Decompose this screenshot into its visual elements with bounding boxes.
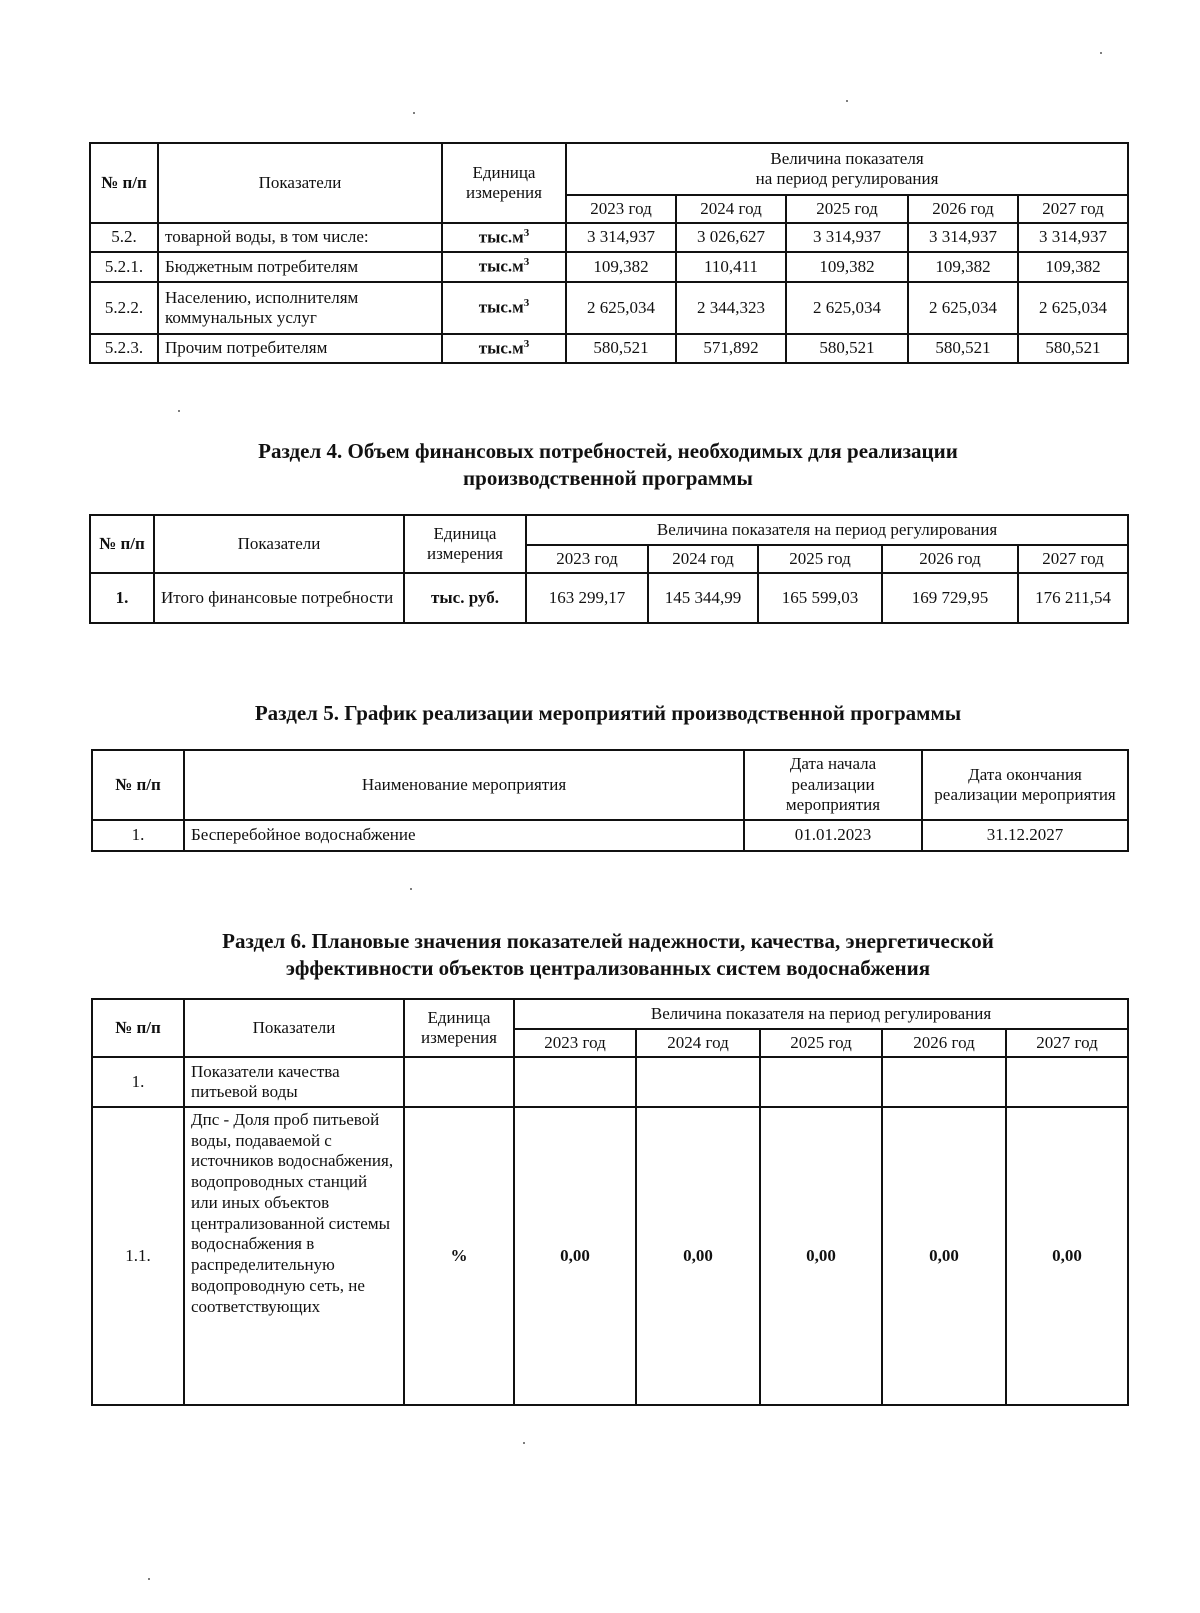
unit-text: тыс.м — [478, 338, 524, 358]
row-num: 1. — [90, 573, 154, 623]
table-row — [92, 820, 1128, 851]
table-financial-block — [89, 514, 1129, 624]
header-num: № п/п — [92, 999, 184, 1057]
table-water-volumes — [89, 142, 1129, 364]
row-value — [636, 1057, 760, 1107]
section6-title-line1: Раздел 6. Плановые значения показателей надежности, качества, энергетической — [222, 929, 994, 953]
header-year: 2024 год — [636, 1029, 760, 1057]
row-name: Бюджетным потребителям — [158, 252, 442, 282]
row-value: 580,521 — [1018, 334, 1128, 363]
table-schedule-block — [91, 749, 1129, 852]
row-unit — [442, 282, 566, 334]
row-value: 580,521 — [908, 334, 1018, 363]
row-num: 1.1. — [92, 1107, 184, 1405]
table-row — [90, 282, 1128, 334]
row-value: 2 625,034 — [786, 282, 908, 334]
row-value: 145 344,99 — [648, 573, 758, 623]
row-value: 2 344,323 — [676, 282, 786, 334]
header-year: 2026 год — [882, 545, 1018, 573]
row-unit — [442, 223, 566, 252]
row-value: 2 625,034 — [908, 282, 1018, 334]
header-value: Величина показателя на период регулирования — [514, 999, 1128, 1029]
row-value: 109,382 — [1018, 252, 1128, 282]
row-start: 01.01.2023 — [744, 820, 922, 851]
row-value: 0,00 — [636, 1107, 760, 1405]
row-num: 5.2.3. — [90, 334, 158, 363]
unit-sup: 3 — [523, 337, 530, 350]
scan-speck — [148, 1578, 150, 1580]
row-num: 1. — [92, 820, 184, 851]
header-num: № п/п — [90, 515, 154, 573]
row-value: 0,00 — [1006, 1107, 1128, 1405]
row-name: товарной воды, в том числе: — [158, 223, 442, 252]
unit-text: тыс.м — [478, 298, 524, 318]
header-year: 2024 год — [648, 545, 758, 573]
header-year: 2026 год — [908, 195, 1018, 223]
row-value: 0,00 — [760, 1107, 882, 1405]
row-value: 2 625,034 — [566, 282, 676, 334]
table-row — [90, 573, 1128, 623]
row-value — [514, 1057, 636, 1107]
row-unit — [442, 252, 566, 282]
header-year: 2027 год — [1006, 1029, 1128, 1057]
row-unit — [404, 1057, 514, 1107]
unit-text: тыс.м — [478, 227, 524, 247]
row-value — [1006, 1057, 1128, 1107]
row-name: Населению, исполнителям коммунальных услуг — [158, 282, 442, 334]
row-value: 165 599,03 — [758, 573, 882, 623]
table-row — [90, 223, 1128, 252]
table-row — [90, 252, 1128, 282]
scan-speck — [1100, 52, 1102, 54]
row-value: 3 026,627 — [676, 223, 786, 252]
row-value: 0,00 — [514, 1107, 636, 1405]
section5-title — [89, 700, 1127, 727]
table-reliability-block — [91, 998, 1129, 1406]
header-indicator: Показатели — [158, 143, 442, 223]
header-name: Наименование мероприятия — [184, 750, 744, 820]
row-num: 5.2. — [90, 223, 158, 252]
header-num: № п/п — [92, 750, 184, 820]
header-unit: Единица измерения — [442, 143, 566, 223]
row-value: 109,382 — [786, 252, 908, 282]
row-unit: % — [404, 1107, 514, 1405]
row-name: Дпс - Доля проб питьевой воды, подаваемой с источников водоснабжения, водопроводных станций или иных объектов централизованной системы водоснабжения в распределительную водопроводную сеть, не соответствующих — [184, 1107, 404, 1405]
header-unit: Единица измерения — [404, 515, 526, 573]
row-value: 3 314,937 — [786, 223, 908, 252]
table-schedule — [91, 749, 1129, 852]
unit-sup: 3 — [523, 256, 530, 269]
row-name: Итого финансовые потребности — [154, 573, 404, 623]
header-year: 2026 год — [882, 1029, 1006, 1057]
row-value: 110,411 — [676, 252, 786, 282]
row-value: 163 299,17 — [526, 573, 648, 623]
row-value: 176 211,54 — [1018, 573, 1128, 623]
row-value: 109,382 — [566, 252, 676, 282]
header-year: 2027 год — [1018, 195, 1128, 223]
row-value: 580,521 — [786, 334, 908, 363]
unit-text: тыс.м — [478, 257, 524, 277]
row-num: 5.2.2. — [90, 282, 158, 334]
header-year: 2023 год — [566, 195, 676, 223]
section4-title-line2: производственной программы — [463, 466, 753, 490]
scan-speck — [846, 100, 848, 102]
section6-title — [89, 928, 1127, 982]
table-row — [92, 1107, 1128, 1405]
row-end: 31.12.2027 — [922, 820, 1128, 851]
header-unit: Единица измерения — [404, 999, 514, 1057]
row-name: Прочим потребителям — [158, 334, 442, 363]
row-value: 3 314,937 — [908, 223, 1018, 252]
scan-speck — [410, 888, 412, 890]
section4-title-line1: Раздел 4. Объем финансовых потребностей, необходимых для реализации — [258, 439, 958, 463]
row-unit: тыс. руб. — [404, 573, 526, 623]
row-name: Показатели качества питьевой воды — [184, 1057, 404, 1107]
row-value: 169 729,95 — [882, 573, 1018, 623]
row-value — [760, 1057, 882, 1107]
header-year: 2023 год — [526, 545, 648, 573]
header-indicator: Показатели — [184, 999, 404, 1057]
row-value: 571,892 — [676, 334, 786, 363]
header-num: № п/п — [90, 143, 158, 223]
section6-title-line2: эффективности объектов централизованных систем водоснабжения — [285, 956, 931, 980]
row-value: 3 314,937 — [566, 223, 676, 252]
header-year: 2024 год — [676, 195, 786, 223]
row-name: Бесперебойное водоснабжение — [184, 820, 744, 851]
unit-sup: 3 — [523, 226, 530, 239]
row-value — [882, 1057, 1006, 1107]
unit-sup: 3 — [523, 297, 530, 310]
table-row — [92, 1057, 1128, 1107]
header-value — [566, 143, 1128, 195]
header-year: 2027 год — [1018, 545, 1128, 573]
row-value: 3 314,937 — [1018, 223, 1128, 252]
table-financial — [89, 514, 1129, 624]
header-end: Дата окончания реализации мероприятия — [922, 750, 1128, 820]
header-value-line1: Величина показателя — [770, 148, 924, 168]
row-unit — [442, 334, 566, 363]
header-indicator: Показатели — [154, 515, 404, 573]
header-value: Величина показателя на период регулирования — [526, 515, 1128, 545]
section4-title — [89, 438, 1127, 492]
row-value: 109,382 — [908, 252, 1018, 282]
table-row — [90, 334, 1128, 363]
table-reliability — [91, 998, 1129, 1406]
table-water-volumes-block — [89, 142, 1129, 364]
header-value-line2: на период регулирования — [755, 169, 939, 188]
scan-speck — [523, 1442, 525, 1444]
row-value: 580,521 — [566, 334, 676, 363]
row-value: 2 625,034 — [1018, 282, 1128, 334]
section5-title-text: Раздел 5. График реализации мероприятий производственной программы — [254, 701, 962, 725]
row-value: 0,00 — [882, 1107, 1006, 1405]
header-year: 2025 год — [786, 195, 908, 223]
scan-speck — [178, 410, 180, 412]
header-year: 2025 год — [758, 545, 882, 573]
header-year: 2025 год — [760, 1029, 882, 1057]
row-num: 1. — [92, 1057, 184, 1107]
header-start: Дата начала реализации мероприятия — [744, 750, 922, 820]
scan-speck — [413, 112, 415, 114]
row-num: 5.2.1. — [90, 252, 158, 282]
header-year: 2023 год — [514, 1029, 636, 1057]
